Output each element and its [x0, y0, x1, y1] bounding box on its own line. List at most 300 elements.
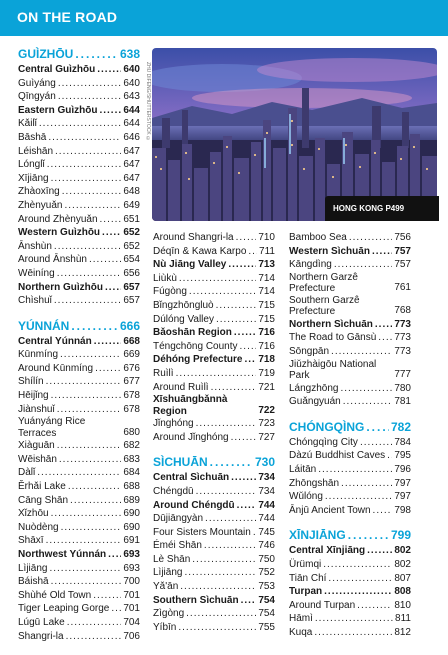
toc-entry-chongqing-city[interactable]	[289, 436, 411, 450]
toc-entry-chishui[interactable]	[18, 294, 140, 308]
section-spacer	[18, 308, 140, 316]
dot-leader	[204, 539, 256, 553]
toc-entry-deqin-kawa-karpo[interactable]	[153, 245, 275, 259]
toc-entry-ya-an[interactable]	[153, 580, 275, 594]
dot-leader	[357, 599, 392, 613]
toc-entry-longli[interactable]	[18, 158, 140, 172]
toc-entry-anju-ancient-town[interactable]	[289, 504, 411, 518]
toc-entry-eastern-guizhou[interactable]	[18, 104, 140, 118]
toc-entry-leishan[interactable]	[18, 145, 140, 159]
toc-entry-yibin[interactable]	[153, 621, 275, 635]
page-number: 691	[123, 535, 140, 547]
dot-leader	[231, 471, 256, 485]
entry-label: Lìjiāng	[18, 562, 48, 574]
toc-entry-urumqi[interactable]	[289, 558, 411, 572]
entry-label: Ürümqi	[289, 558, 322, 570]
photo-caption: HONG KONG P499	[325, 196, 439, 221]
page-number: 750	[258, 553, 275, 565]
page-number: 810	[394, 599, 411, 611]
dot-leader	[360, 436, 392, 450]
toc-entry-northern-guizhou[interactable]	[18, 281, 140, 295]
toc-entry-weining[interactable]	[18, 267, 140, 281]
toc-entry-southern-garze-prefecture[interactable]	[289, 295, 411, 318]
toc-entry-lugu-lake[interactable]	[18, 616, 140, 630]
toc-entry-yuanyang-rice-terraces[interactable]	[18, 416, 140, 439]
toc-column-2	[153, 231, 275, 634]
toc-entry-shuhe-old-town[interactable]	[18, 589, 140, 603]
toc-entry-zigong[interactable]	[153, 607, 275, 621]
toc-entry-laitan[interactable]	[289, 463, 411, 477]
dot-leader	[211, 381, 257, 395]
entry-label: Zhàoxīng	[18, 186, 60, 198]
page-number: 684	[123, 467, 140, 479]
toc-entry-songpan[interactable]	[289, 345, 411, 359]
dot-leader	[366, 420, 389, 434]
entry-label: Bǐngzhōngluò	[153, 299, 214, 311]
page-number: 753	[258, 581, 275, 593]
entry-label: Lónglǐ	[18, 159, 45, 171]
toc-entry-western-sichuan[interactable]	[289, 245, 411, 259]
dot-leader	[314, 626, 392, 640]
entry-label: Xǐzhōu	[18, 508, 49, 520]
toc-entry-erhai-lake[interactable]	[18, 480, 140, 494]
dot-leader	[46, 534, 122, 548]
toc-entry-shilin[interactable]	[18, 375, 140, 389]
entry-label: Zìgòng	[153, 608, 185, 620]
entry-label: Cāng Shān	[18, 494, 69, 506]
page-number: 647	[123, 172, 140, 184]
toc-column-1	[18, 44, 140, 643]
page-number: 657	[123, 295, 140, 307]
entry-label: Shùhé Old Town	[18, 589, 92, 601]
entry-label: Dúlóng Valley	[153, 313, 214, 325]
dot-leader	[348, 528, 389, 542]
toc-entry-central-guizhou[interactable]	[18, 63, 140, 77]
toc-entry-ruili[interactable]	[153, 367, 275, 381]
toc-entry-around-jinghong[interactable]	[153, 431, 275, 445]
toc-entry-jianshui[interactable]	[18, 403, 140, 417]
page-number: 723	[258, 418, 275, 430]
entry-label: Déqīn & Kawa Karpo	[153, 245, 247, 257]
entry-label: Around Ānshùn	[18, 254, 87, 266]
toc-entry-tengchong-county[interactable]	[153, 340, 275, 354]
page-number: 734	[258, 472, 275, 484]
page-number: 669	[123, 349, 140, 361]
toc-section-sichuan[interactable]	[153, 455, 275, 471]
page-number: 682	[123, 440, 140, 452]
dot-leader	[196, 417, 257, 431]
dot-leader	[241, 594, 257, 608]
entry-label: Fúgòng	[153, 286, 187, 298]
page-number: 700	[123, 576, 140, 588]
page-number: 757	[394, 259, 411, 271]
page-number: 781	[394, 396, 411, 408]
toc-entry-around-ruili[interactable]	[153, 381, 275, 395]
entry-label: Tiān Chí	[289, 572, 327, 584]
toc-entry-around-shangri-la[interactable]	[153, 231, 275, 245]
dot-leader	[216, 299, 257, 313]
toc-entry-zhongshan[interactable]	[289, 477, 411, 491]
page-number: 807	[394, 572, 411, 584]
entry-label: Ānshùn	[18, 240, 52, 252]
toc-entry-shaxi[interactable]	[18, 534, 140, 548]
page-number: 689	[123, 494, 140, 506]
dot-leader	[57, 403, 122, 417]
toc-entry-around-turpan[interactable]	[289, 599, 411, 613]
toc-entry-around-chengdu[interactable]	[153, 499, 275, 513]
page-number: 711	[259, 245, 275, 257]
page-number: 796	[394, 463, 411, 475]
page-number: 745	[258, 526, 275, 538]
page-number: 797	[394, 477, 411, 489]
dot-leader	[325, 490, 392, 504]
entry-label: Around Ruìlì	[153, 381, 209, 393]
dot-leader	[318, 463, 392, 477]
page-number: 690	[123, 508, 140, 520]
entry-label: Guǎngyuán	[289, 396, 341, 408]
dot-leader	[70, 494, 121, 508]
page-number: 647	[123, 145, 140, 157]
entry-label: Bamboo Sea	[289, 232, 347, 243]
entry-label: Northern Sìchuān	[289, 318, 373, 330]
toc-entry-nu-jiang-valley[interactable]	[153, 258, 275, 272]
dot-leader	[334, 258, 392, 272]
toc-entry-kangding[interactable]	[289, 258, 411, 272]
page-number: 752	[258, 567, 275, 579]
toc-entry-dehong-prefecture[interactable]	[153, 353, 275, 367]
entry-label: Shílín	[18, 376, 44, 388]
section-spacer	[153, 444, 275, 452]
toc-entry-the-road-to-gansu[interactable]	[289, 331, 411, 345]
entry-label: Jiànshuǐ	[18, 403, 55, 415]
toc-entry-zhaoxing[interactable]	[18, 185, 140, 199]
toc-entry-nuodeng[interactable]	[18, 521, 140, 535]
entry-label: Téngchōng County	[153, 340, 238, 352]
page-number: 757	[394, 245, 411, 257]
entry-label: Zhènyuǎn	[18, 199, 63, 211]
toc-entry-western-guizhou[interactable]	[18, 226, 140, 240]
toc-entry-dulong-valley[interactable]	[153, 313, 275, 327]
dot-leader	[71, 319, 118, 333]
toc-entry-baisha[interactable]	[18, 575, 140, 589]
page-number: 811	[395, 613, 411, 625]
banner-title: ON THE ROAD	[17, 9, 118, 25]
page-number: 716	[258, 327, 275, 339]
dot-leader	[57, 439, 122, 453]
entry-label: Shangri-la	[18, 630, 64, 642]
toc-entry-chengdu[interactable]	[153, 485, 275, 499]
page-number: 638	[119, 47, 140, 61]
page-number: 646	[123, 131, 140, 143]
page-number: 746	[258, 540, 275, 552]
page-number: 678	[123, 390, 140, 402]
dot-leader	[59, 453, 121, 467]
dot-leader	[372, 245, 392, 259]
page-number: 715	[258, 299, 275, 311]
dot-leader	[105, 281, 121, 295]
toc-entry-lijiang[interactable]	[153, 566, 275, 580]
page-number: 754	[258, 594, 275, 606]
dot-leader	[51, 575, 122, 589]
page-number: 656	[123, 267, 140, 279]
toc-entry-weishan[interactable]	[18, 453, 140, 467]
section-spacer	[289, 517, 411, 525]
entry-label: Yǎ'ān	[153, 581, 179, 593]
page-number: 647	[123, 159, 140, 171]
toc-section-xinjiang[interactable]	[289, 528, 411, 544]
entry-label: Qīngyán	[18, 91, 56, 103]
toc-entry-turpan[interactable]	[289, 585, 411, 599]
entry-label: Western Guìzhōu	[18, 227, 101, 239]
entry-label: Turpan	[289, 586, 323, 598]
toc-entry-hami[interactable]	[289, 612, 411, 626]
dot-leader	[66, 630, 122, 644]
page-number: 714	[258, 272, 275, 284]
dot-leader	[55, 145, 121, 159]
entry-label: Liùkù	[153, 272, 177, 284]
toc-entry-baoshan-region[interactable]	[153, 326, 275, 340]
toc-entry-qingyan[interactable]	[18, 90, 140, 104]
page-number: 744	[258, 513, 275, 525]
page-number: 713	[258, 259, 275, 271]
toc-entry-central-xinjiang[interactable]	[289, 544, 411, 558]
dot-leader	[231, 431, 257, 445]
dot-leader	[46, 375, 122, 389]
toc-section-chongqing[interactable]	[289, 420, 411, 436]
page-number: 795	[394, 450, 411, 462]
dot-leader	[234, 326, 256, 340]
dot-leader	[75, 47, 118, 61]
entry-label: Ānjū Ancient Town	[289, 504, 371, 516]
toc-entry-central-yunnan[interactable]	[18, 335, 140, 349]
entry-label: Déhóng Prefecture	[153, 354, 243, 366]
dot-leader	[47, 158, 122, 172]
dot-leader	[378, 331, 392, 345]
entry-label: Hēijǐng	[18, 390, 49, 402]
dot-leader	[180, 580, 256, 594]
entry-label: Shāxī	[18, 535, 44, 547]
entry-label: Éméi Shān	[153, 540, 202, 552]
page-number: 676	[123, 362, 140, 374]
dot-leader	[64, 199, 121, 213]
dot-leader	[51, 172, 122, 186]
entry-label: Central Yúnnán	[18, 335, 92, 347]
dot-leader	[51, 507, 122, 521]
page-number: 693	[123, 549, 140, 560]
page-number: 773	[394, 332, 411, 344]
entry-label: XĪNJIĀNG	[289, 528, 346, 543]
dot-leader	[37, 466, 121, 480]
dot-leader	[373, 504, 393, 518]
toc-entry-around-kunming[interactable]	[18, 362, 140, 376]
dot-leader	[100, 213, 122, 227]
page-number: 797	[394, 491, 411, 503]
dot-leader	[49, 562, 121, 576]
page-number: 668	[123, 335, 140, 347]
page-number: 652	[123, 227, 140, 239]
toc-entry-dali[interactable]	[18, 466, 140, 480]
toc-entry-liuku[interactable]	[153, 272, 275, 286]
dot-leader	[179, 272, 256, 286]
toc-entry-jinghong[interactable]	[153, 417, 275, 431]
dot-leader	[57, 267, 122, 281]
entry-label: Guìyáng	[18, 77, 56, 89]
toc-entry-around-zhenyuan[interactable]	[18, 213, 140, 227]
section-banner	[0, 0, 448, 36]
page-number: 701	[123, 603, 140, 615]
entry-label: Northern Guìzhōu	[18, 281, 103, 293]
page-number: 802	[394, 558, 411, 570]
entry-label: Wēishān	[18, 453, 57, 465]
page-number: 715	[258, 313, 275, 325]
entry-label: YÚNNÁN	[18, 318, 70, 333]
page-number: 773	[394, 345, 411, 357]
dot-leader	[341, 382, 393, 396]
dot-leader	[237, 499, 257, 513]
entry-label: Kūnmíng	[18, 349, 59, 361]
entry-label: Bāshā	[18, 131, 47, 143]
entry-label: Ruìlì	[153, 367, 174, 379]
toc-entry-southern-sichuan[interactable]	[153, 594, 275, 608]
toc-entry-central-sichuan[interactable]	[153, 471, 275, 485]
entry-label: Western Sìchuān	[289, 245, 370, 257]
page-number: 666	[119, 318, 140, 333]
toc-entry-northwest-yunnan[interactable]	[18, 548, 140, 562]
dot-leader	[189, 285, 256, 299]
toc-entry-dujiangyan[interactable]	[153, 512, 275, 526]
entry-label: Dàzú Buddhist Caves	[289, 450, 386, 462]
dot-leader	[343, 395, 393, 409]
page-number: 799	[390, 528, 411, 543]
toc-entry-kunming[interactable]	[18, 348, 140, 362]
toc-entry-guiyang[interactable]	[18, 77, 140, 91]
entry-label: Nù Jiāng Valley	[153, 259, 227, 271]
dot-leader	[62, 185, 122, 199]
dot-leader	[58, 77, 122, 91]
dot-leader	[192, 553, 256, 567]
dot-leader	[39, 117, 121, 131]
toc-entry-xijiang[interactable]	[18, 172, 140, 186]
dot-leader	[54, 240, 121, 254]
toc-section-guizhou[interactable]	[18, 47, 140, 63]
toc-entry-bamboo-sea[interactable]	[289, 231, 411, 245]
entry-label: Around Chéngdū	[153, 499, 235, 511]
page-number: 701	[123, 589, 140, 601]
entry-label: Chóngqìng City	[289, 436, 358, 448]
entry-label: The Road to Gānsù	[289, 332, 377, 344]
toc-entry-around-anshun[interactable]	[18, 253, 140, 267]
page-number: 640	[123, 64, 140, 75]
entry-label: Central Xīnjiāng	[289, 545, 366, 557]
dot-leader	[99, 104, 121, 118]
toc-entry-four-sisters-mountain[interactable]	[153, 526, 275, 540]
toc-entry-xiaguan[interactable]	[18, 439, 140, 453]
toc-entry-wulong[interactable]	[289, 490, 411, 504]
entry-label: Ěrhǎi Lake	[18, 481, 66, 493]
toc-entry-emei-shan[interactable]	[153, 539, 275, 553]
toc-entry-guangyuan[interactable]	[289, 395, 411, 409]
toc-entry-bingzhongluo[interactable]	[153, 299, 275, 313]
entry-label: Chìshuǐ	[18, 295, 52, 307]
page-number: 652	[123, 240, 140, 252]
page-number: 643	[123, 91, 140, 103]
dot-leader	[240, 340, 257, 354]
dot-leader	[89, 253, 121, 267]
toc-entry-xizhou[interactable]	[18, 507, 140, 521]
entry-label: Wēiníng	[18, 267, 55, 279]
entry-label: Xīshuāngbǎnnà Region	[153, 394, 228, 417]
page-number: 693	[123, 562, 140, 574]
toc-entry-le-shan[interactable]	[153, 553, 275, 567]
page-number: 680	[123, 426, 140, 438]
entry-label: CHÓNGQÌNG	[289, 419, 365, 434]
entry-label: Wǔlóng	[289, 491, 323, 503]
toc-entry-lijiang[interactable]	[18, 562, 140, 576]
toc-entry-zhenyuan[interactable]	[18, 199, 140, 213]
entry-label: Lúgū Lake	[18, 616, 65, 628]
page-number: 768	[394, 305, 411, 317]
toc-entry-xishuangbanna-region[interactable]	[153, 394, 275, 417]
page-number: 716	[258, 340, 275, 352]
toc-entry-anshun[interactable]	[18, 240, 140, 254]
toc-entry-tiger-leaping-gorge[interactable]	[18, 602, 140, 616]
entry-label: Central Sìchuān	[153, 472, 230, 484]
toc-entry-cang-shan[interactable]	[18, 494, 140, 508]
page-number: 784	[394, 436, 411, 448]
toc-entry-kuqa[interactable]	[289, 626, 411, 640]
dot-leader	[387, 449, 392, 463]
page-number: 677	[123, 376, 140, 388]
toc-entry-jiuzhaigou-national-park[interactable]	[289, 359, 411, 382]
dot-leader	[48, 131, 121, 145]
page-number: 756	[394, 232, 411, 243]
page-number: 678	[123, 403, 140, 415]
entry-label: Northern Garzê Prefecture	[289, 271, 358, 295]
dot-leader	[93, 589, 121, 603]
page-number: 688	[123, 481, 140, 493]
page-number: 719	[258, 367, 275, 379]
toc-entry-shangri-la[interactable]	[18, 630, 140, 644]
entry-label: Kuqa	[289, 626, 313, 638]
entry-label: Around Shangri-la	[153, 232, 234, 243]
entry-label: Kāngdìng	[289, 259, 332, 271]
dot-leader	[111, 602, 121, 616]
entry-label: Lè Shān	[153, 553, 191, 565]
toc-column-3	[289, 231, 411, 639]
entry-label: Eastern Guìzhōu	[18, 104, 98, 116]
entry-label: Láitān	[289, 463, 317, 475]
toc-entry-heijing[interactable]	[18, 389, 140, 403]
entry-label: Jiǔzhàigōu National Park	[289, 358, 377, 382]
toc-entry-northern-sichuan[interactable]	[289, 318, 411, 332]
entry-label: Dūjiāngyàn	[153, 513, 204, 525]
dot-leader	[244, 353, 256, 367]
toc-entry-tian-chi[interactable]	[289, 572, 411, 586]
page-number: 812	[394, 626, 411, 638]
page-number: 704	[123, 616, 140, 628]
toc-section-yunnan[interactable]	[18, 319, 140, 335]
dot-leader	[60, 348, 121, 362]
entry-label: Northwest Yúnnán	[18, 549, 107, 560]
toc-entry-kaili[interactable]	[18, 117, 140, 131]
entry-label: Bǎoshān Region	[153, 327, 232, 339]
toc-entry-dazu-buddhist-caves[interactable]	[289, 449, 411, 463]
entry-label: Four Sisters Mountain	[153, 526, 251, 538]
toc-entry-basha[interactable]	[18, 131, 140, 145]
toc-entry-langzhong[interactable]	[289, 382, 411, 396]
toc-entry-fugong[interactable]	[153, 285, 275, 299]
toc-entry-northern-garze-prefecture[interactable]	[289, 272, 411, 295]
